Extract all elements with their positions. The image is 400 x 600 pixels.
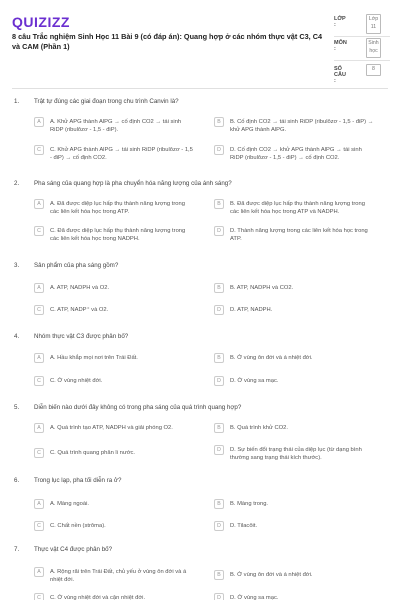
option-text: A. Rộng rãi trên Trái Đất, chủ yếu ở vùng ôn đới và á nhiệt đới. <box>50 569 187 584</box>
option-text: D. Cố định CO2 → khử APG thành AlPG → tái sinh RiDP (ribulôzơ - 1,5 - điP) → cố định CO2. <box>230 147 362 162</box>
meta-divider <box>334 36 390 37</box>
option-letter: D <box>214 145 224 155</box>
question-text: Trật tự đúng các giai đoạn trong chu trình Canvin là? <box>34 98 179 105</box>
option-letter: C <box>34 376 44 386</box>
option-c[interactable] <box>34 306 195 315</box>
option-letter: C <box>34 521 44 531</box>
option-b[interactable] <box>214 424 375 433</box>
option-a[interactable] <box>34 200 195 217</box>
option-a[interactable] <box>34 118 195 135</box>
option-letter: B <box>214 570 224 580</box>
option-c[interactable] <box>34 522 195 531</box>
option-text: C. Khử APG thành AlPG → tái sinh RiDP (ribulôzơ - 1,5 - điP) → cố định CO2. <box>50 147 193 162</box>
option-letter: A <box>34 283 44 293</box>
option-letter: A <box>34 199 44 209</box>
option-text: D. Sự biến đổi trạng thái của diệp lục (từ dạng bình thường sang trạng thái kích thước). <box>230 447 362 462</box>
option-d[interactable] <box>214 306 375 315</box>
option-letter: C <box>34 448 44 458</box>
option-c[interactable] <box>34 227 195 244</box>
option-letter: B <box>214 199 224 209</box>
option-text: B. Cố định CO2 → tái sinh RiDP (ribulôzơ - 1,5 - điP) → khử APG thành AlPG. <box>230 119 374 134</box>
question-text: Trong lục lạp, pha tối diễn ra ở? <box>34 477 122 484</box>
worksheet-title: 8 câu Trắc nghiệm Sinh Học 11 Bài 9 (có đáp án): Quang hợp ở các nhóm thực vật C3, C4 và CAM (Phần 1) <box>12 32 323 51</box>
header-divider <box>12 88 388 89</box>
question-number: 3. <box>14 262 20 269</box>
option-letter: B <box>214 283 224 293</box>
question-text: Nhóm thực vật C3 được phân bố? <box>34 333 129 340</box>
option-b[interactable] <box>214 500 375 509</box>
option-d[interactable] <box>214 522 375 531</box>
question-text: Thực vật C4 được phân bố? <box>34 546 113 553</box>
option-b[interactable] <box>214 118 375 135</box>
option-text: B. Màng trong. <box>230 501 269 507</box>
question-number: 2. <box>14 180 20 187</box>
class-value: Lớp 11 <box>366 14 381 34</box>
option-text: C. Đã được diệp lục hấp thụ thành năng lượng trong các liên kết hóa học trong NADPH. <box>50 228 186 243</box>
question-number: 7. <box>14 546 20 553</box>
option-d[interactable] <box>214 146 375 163</box>
option-letter: B <box>214 499 224 509</box>
worksheet-header <box>12 10 388 84</box>
option-letter: A <box>34 117 44 127</box>
option-letter: C <box>34 226 44 236</box>
option-letter: C <box>34 593 44 600</box>
option-letter: C <box>34 305 44 315</box>
option-c[interactable] <box>34 146 195 163</box>
option-d[interactable] <box>214 377 375 386</box>
option-text: B. ATP, NADPH và CO2. <box>230 285 294 291</box>
option-c[interactable] <box>34 594 195 600</box>
option-letter: C <box>34 145 44 155</box>
subject-label: MÔN : <box>334 40 347 52</box>
question-text: Pha sáng của quang hợp là pha chuyển hóa năng lượng của ánh sáng? <box>34 180 232 187</box>
meta-divider <box>334 60 390 61</box>
question-number: 1. <box>14 98 20 105</box>
option-text: B. Quá trình khử CO2. <box>230 425 289 431</box>
question-number: 4. <box>14 333 20 340</box>
option-text: B. Đã được diệp lục hấp thụ thành năng lượng trong các liên kết hóa học trong ATP và NADPH. <box>230 201 365 216</box>
option-a[interactable] <box>34 500 195 509</box>
option-text: A. ATP, NADPH và O2. <box>50 285 110 291</box>
option-text: A. Quá trình tạo ATP, NADPH và giải phóng O2. <box>50 425 173 431</box>
option-letter: A <box>34 353 44 363</box>
option-text: D. Ở vùng sa mạc. <box>230 595 279 600</box>
count-label: SỐ CÂU : <box>334 66 346 84</box>
option-letter: D <box>214 376 224 386</box>
option-d[interactable] <box>214 446 375 463</box>
count-value: 8 <box>366 64 381 76</box>
option-text: D. ATP, NADPH. <box>230 307 273 313</box>
option-d[interactable] <box>214 594 375 600</box>
option-text: A. Khử APG thành AlPG → cố định CO2 → tái sinh RiDP (ribulôzơ - 1,5 - điP). <box>50 119 182 134</box>
option-c[interactable] <box>34 377 195 386</box>
option-letter: D <box>214 521 224 531</box>
option-text: A. Hầu khắp mọi nơi trên Trái Đất. <box>50 355 138 361</box>
class-label: LỚP : <box>334 16 346 28</box>
option-b[interactable] <box>214 354 375 363</box>
question-text: Diễn biến nào dưới đây không có trong pha sáng của quá trình quang hợp? <box>34 404 242 411</box>
option-letter: A <box>34 499 44 509</box>
question-number: 6. <box>14 477 20 484</box>
question-number: 5. <box>14 404 20 411</box>
option-text: B. Ở vùng ôn đới và á nhiệt đới. <box>230 355 313 361</box>
option-d[interactable] <box>214 227 375 244</box>
option-text: A. Đã được diệp lục hấp thụ thành năng lượng trong các liên kết hóa học trong ATP. <box>50 201 185 216</box>
option-text: B. Ở vùng ôn đới và á nhiệt đới. <box>230 572 313 578</box>
option-text: C. Ở vùng nhiệt đới. <box>50 378 103 384</box>
question-text: Sản phẩm của pha sáng gồm? <box>34 262 119 269</box>
option-b[interactable] <box>214 571 375 580</box>
option-a[interactable] <box>34 424 195 433</box>
option-b[interactable] <box>214 200 375 217</box>
option-letter: A <box>34 567 44 577</box>
option-letter: A <box>34 423 44 433</box>
option-letter: B <box>214 423 224 433</box>
option-text: D. Tilacôit. <box>230 523 258 529</box>
option-letter: D <box>214 445 224 455</box>
option-letter: B <box>214 117 224 127</box>
option-text: D. Ở vùng sa mạc. <box>230 378 279 384</box>
subject-value: Sinh học <box>366 38 381 58</box>
option-text: D. Thành năng lượng trong các liên kết hóa học trong ATP. <box>230 228 368 243</box>
option-a[interactable] <box>34 284 195 293</box>
option-letter: B <box>214 353 224 363</box>
option-c[interactable] <box>34 449 195 458</box>
option-letter: D <box>214 226 224 236</box>
option-text: C. Ở vùng nhiệt đới và cận nhiệt đới. <box>50 595 146 600</box>
option-a[interactable] <box>34 568 195 585</box>
option-text: C. Chất nền (strôma). <box>50 523 106 529</box>
option-text: C. Quá trình quang phân li nước. <box>50 450 136 456</box>
option-text: C. ATP, NADP⁺ và O2. <box>50 307 109 313</box>
option-a[interactable] <box>34 354 195 363</box>
option-letter: D <box>214 593 224 600</box>
option-text: A. Màng ngoài. <box>50 501 89 507</box>
option-b[interactable] <box>214 284 375 293</box>
option-letter: D <box>214 305 224 315</box>
quizizz-logo: QUIZIZZ <box>12 14 70 30</box>
